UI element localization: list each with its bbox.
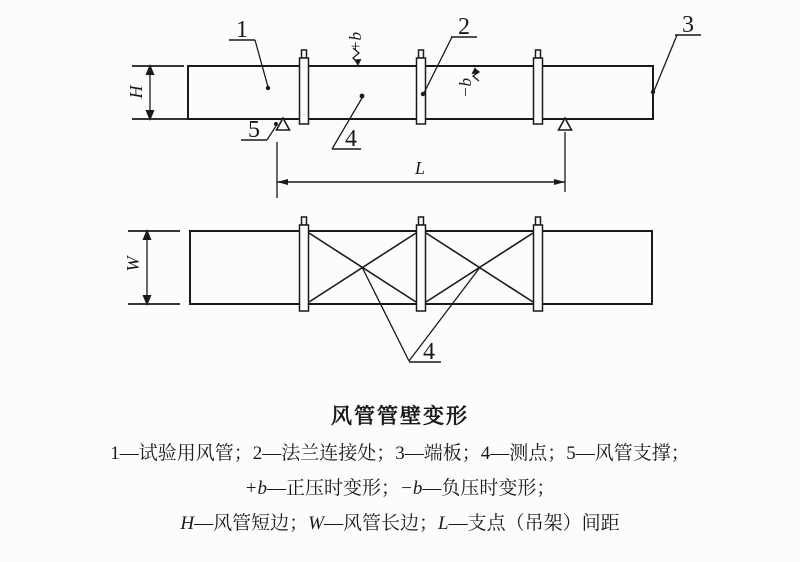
flange-body bbox=[417, 58, 426, 124]
legend-def-l: —支点（吊架）间距 bbox=[448, 513, 620, 534]
arrow-left-icon bbox=[277, 179, 288, 185]
callout-5 bbox=[241, 117, 278, 143]
leader-dot bbox=[651, 90, 655, 94]
legend-def-plus-b: —正压时变形； bbox=[266, 478, 400, 499]
legend-line-2 bbox=[0, 471, 800, 506]
legend-term-w: W bbox=[308, 513, 324, 534]
flange-bolt bbox=[536, 217, 541, 225]
legend-def-minus-b: —负压时变形； bbox=[422, 478, 556, 499]
legend-term-l: L bbox=[438, 513, 449, 534]
flange-body bbox=[300, 225, 309, 311]
dimension-h bbox=[126, 64, 188, 121]
legend-term-h: H bbox=[180, 513, 195, 534]
flange-body bbox=[300, 58, 309, 124]
dim-w-label: W bbox=[123, 256, 143, 272]
callout-4-top bbox=[332, 94, 364, 152]
callout-1 bbox=[229, 17, 270, 90]
plus-b-label: +b bbox=[346, 32, 365, 52]
figure-legend bbox=[0, 436, 800, 541]
x-brace-panel-1 bbox=[309, 233, 416, 302]
minus-b-annotation bbox=[456, 67, 479, 98]
flange-body bbox=[417, 225, 426, 311]
plus-b-annotation bbox=[346, 32, 365, 66]
flange-bolt bbox=[302, 217, 307, 225]
callout-1-label: 1 bbox=[236, 17, 248, 43]
flange-bolt bbox=[419, 50, 424, 58]
legend-line-1: 1—试验用风管；2—法兰连接处；3—端板；4—测点；5—风管支撑； bbox=[110, 443, 690, 464]
leader-dot bbox=[421, 92, 425, 96]
callout-4-bottom-label: 4 bbox=[423, 339, 435, 365]
dimension-l bbox=[277, 132, 565, 198]
callout-3-label: 3 bbox=[682, 12, 694, 38]
leader-line bbox=[654, 35, 677, 91]
flange-bolt bbox=[419, 217, 424, 225]
legend-def-h: —风管短边； bbox=[194, 513, 309, 534]
arrow-down-icon bbox=[354, 59, 362, 66]
flange-bolt bbox=[302, 50, 307, 58]
flange-joints-side bbox=[300, 50, 543, 124]
arrow-right-icon bbox=[554, 179, 565, 185]
legend-line-3 bbox=[0, 506, 800, 541]
leader-dot bbox=[274, 122, 278, 126]
flange-body bbox=[534, 58, 543, 124]
minus-b-label: −b bbox=[456, 78, 475, 98]
flange-body bbox=[534, 225, 543, 311]
callout-2-label: 2 bbox=[458, 14, 470, 40]
legend-term-minus-b: −b bbox=[400, 478, 423, 499]
leader-line bbox=[255, 40, 268, 87]
callout-4-top-label: 4 bbox=[345, 126, 357, 152]
legend-def-w: —风管长边； bbox=[323, 513, 438, 534]
measurement-point-dot bbox=[360, 94, 365, 99]
callout-5-label: 5 bbox=[248, 117, 260, 143]
dim-h-label: H bbox=[126, 85, 146, 99]
dim-l-label: L bbox=[414, 158, 426, 178]
callout-3 bbox=[651, 12, 701, 94]
x-brace-panel-2 bbox=[426, 233, 533, 302]
leader-line bbox=[267, 126, 276, 140]
top-view bbox=[126, 12, 701, 198]
legend-term-plus-b: +b bbox=[244, 478, 267, 499]
figure-caption: 风管管壁变形 bbox=[331, 404, 469, 428]
flange-bolt bbox=[536, 50, 541, 58]
leader-dot bbox=[266, 86, 270, 90]
bottom-view bbox=[123, 217, 652, 365]
dimension-w bbox=[123, 229, 180, 306]
